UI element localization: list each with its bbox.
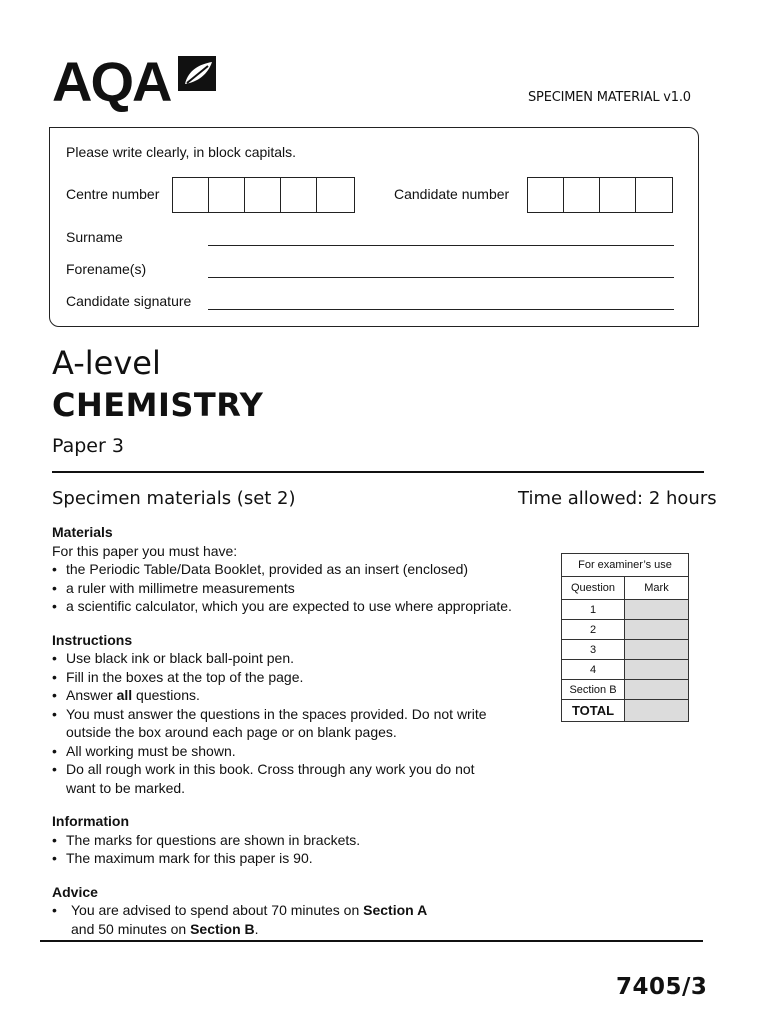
instructions-item: • Fill in the boxes at the top of the page. (52, 668, 532, 687)
table-row (562, 680, 689, 700)
question-number: Section B (562, 680, 625, 700)
advice-text: . (254, 920, 259, 937)
subject-title: CHEMISTRY (52, 386, 264, 424)
candidate-number-digit[interactable] (528, 178, 564, 212)
mark-cell (625, 640, 689, 660)
exam-information-content (52, 523, 532, 953)
surname-label: Surname (66, 229, 123, 245)
centre-number-digit[interactable] (173, 178, 209, 212)
centre-number-digit[interactable] (209, 178, 245, 212)
materials-list (52, 560, 532, 616)
candidate-number-digit[interactable] (564, 178, 600, 212)
instructions-emphasis: all (116, 687, 133, 703)
information-heading: Information (52, 813, 129, 829)
specimen-material-label: SPECIMEN MATERIAL v1.0 (528, 90, 691, 105)
mark-cell (625, 680, 689, 700)
information-item: • The marks for questions are shown in brackets. (52, 831, 532, 850)
total-mark-cell (625, 700, 689, 722)
aqa-logo-leaf-icon (178, 56, 218, 92)
materials-intro: For this paper you must have: (52, 542, 238, 559)
question-number: 3 (562, 640, 625, 660)
question-column-header: Question (562, 577, 625, 600)
examiner-use-table (561, 553, 689, 722)
mark-cell (625, 620, 689, 640)
centre-number-digit[interactable] (245, 178, 281, 212)
table-row (562, 620, 689, 640)
paper-code: 7405/3 (616, 974, 708, 1000)
materials-heading: Materials (52, 524, 113, 540)
information-list (52, 831, 532, 868)
table-row (562, 660, 689, 680)
instructions-item: • Use black ink or black ball-point pen. (52, 649, 532, 668)
mark-cell (625, 660, 689, 680)
instructions-item: • You must answer the questions in the spaces provided. Do not write outside the box around each page or on blank pages. (52, 705, 511, 742)
instructions-item: • Do all rough work in this book. Cross through any work you do not want to be marked. (52, 760, 501, 797)
information-section (52, 812, 532, 868)
qualification-level: A-level (52, 344, 161, 382)
advice-item (52, 901, 532, 938)
materials-item: • a ruler with millimetre measurements (52, 579, 532, 598)
paper-number: Paper 3 (52, 435, 124, 457)
time-allowed: Time allowed: 2 hours (518, 488, 717, 509)
candidate-number-label: Candidate number (394, 186, 510, 202)
forenames-line[interactable] (208, 277, 674, 278)
instructions-text: questions. (132, 687, 200, 703)
table-row (562, 600, 689, 620)
question-number: 2 (562, 620, 625, 640)
centre-number-digit[interactable] (281, 178, 317, 212)
title-divider (52, 471, 704, 473)
forenames-label: Forename(s) (66, 261, 147, 277)
mark-column-header: Mark (625, 577, 689, 600)
advice-text: and 50 minutes on (71, 920, 191, 937)
advice-heading: Advice (52, 883, 98, 900)
question-number: 4 (562, 660, 625, 680)
advice-section-b: Section B (190, 920, 255, 937)
centre-number-boxes[interactable] (172, 177, 355, 213)
footer-divider (40, 940, 703, 942)
candidate-number-digit[interactable] (636, 178, 672, 212)
centre-number-label: Centre number (66, 186, 160, 202)
examiner-table-title: For examiner’s use (562, 554, 689, 577)
materials-section (52, 523, 532, 616)
instructions-heading: Instructions (52, 631, 133, 648)
aqa-logo: AQA (52, 50, 171, 113)
instructions-list (52, 649, 532, 797)
advice-list (52, 901, 532, 938)
instructions-text: Answer (66, 687, 117, 703)
advice-section-a: Section A (363, 902, 428, 918)
candidate-number-boxes[interactable] (527, 177, 673, 213)
block-capitals-instruction: Please write clearly, in block capitals. (66, 144, 297, 160)
instructions-item: • All working must be shown. (52, 742, 532, 761)
signature-line[interactable] (208, 309, 674, 310)
specimen-set-label: Specimen materials (set 2) (52, 488, 296, 509)
surname-line[interactable] (208, 245, 674, 246)
total-row (562, 700, 689, 722)
table-row (562, 640, 689, 660)
instructions-item (52, 686, 532, 705)
advice-text: You are advised to spend about 70 minutes on (71, 902, 364, 918)
materials-item: • a scientific calculator, which you are expected to use where appropriate. (52, 597, 532, 616)
total-label: TOTAL (562, 700, 625, 722)
question-number: 1 (562, 600, 625, 620)
candidate-number-digit[interactable] (600, 178, 636, 212)
instructions-section (52, 631, 532, 798)
materials-item: • the Periodic Table/Data Booklet, provided as an insert (enclosed) (52, 560, 532, 579)
advice-section (52, 883, 532, 939)
mark-cell (625, 600, 689, 620)
information-item: • The maximum mark for this paper is 90. (52, 849, 532, 868)
centre-number-digit[interactable] (317, 178, 353, 212)
signature-label: Candidate signature (66, 293, 192, 309)
